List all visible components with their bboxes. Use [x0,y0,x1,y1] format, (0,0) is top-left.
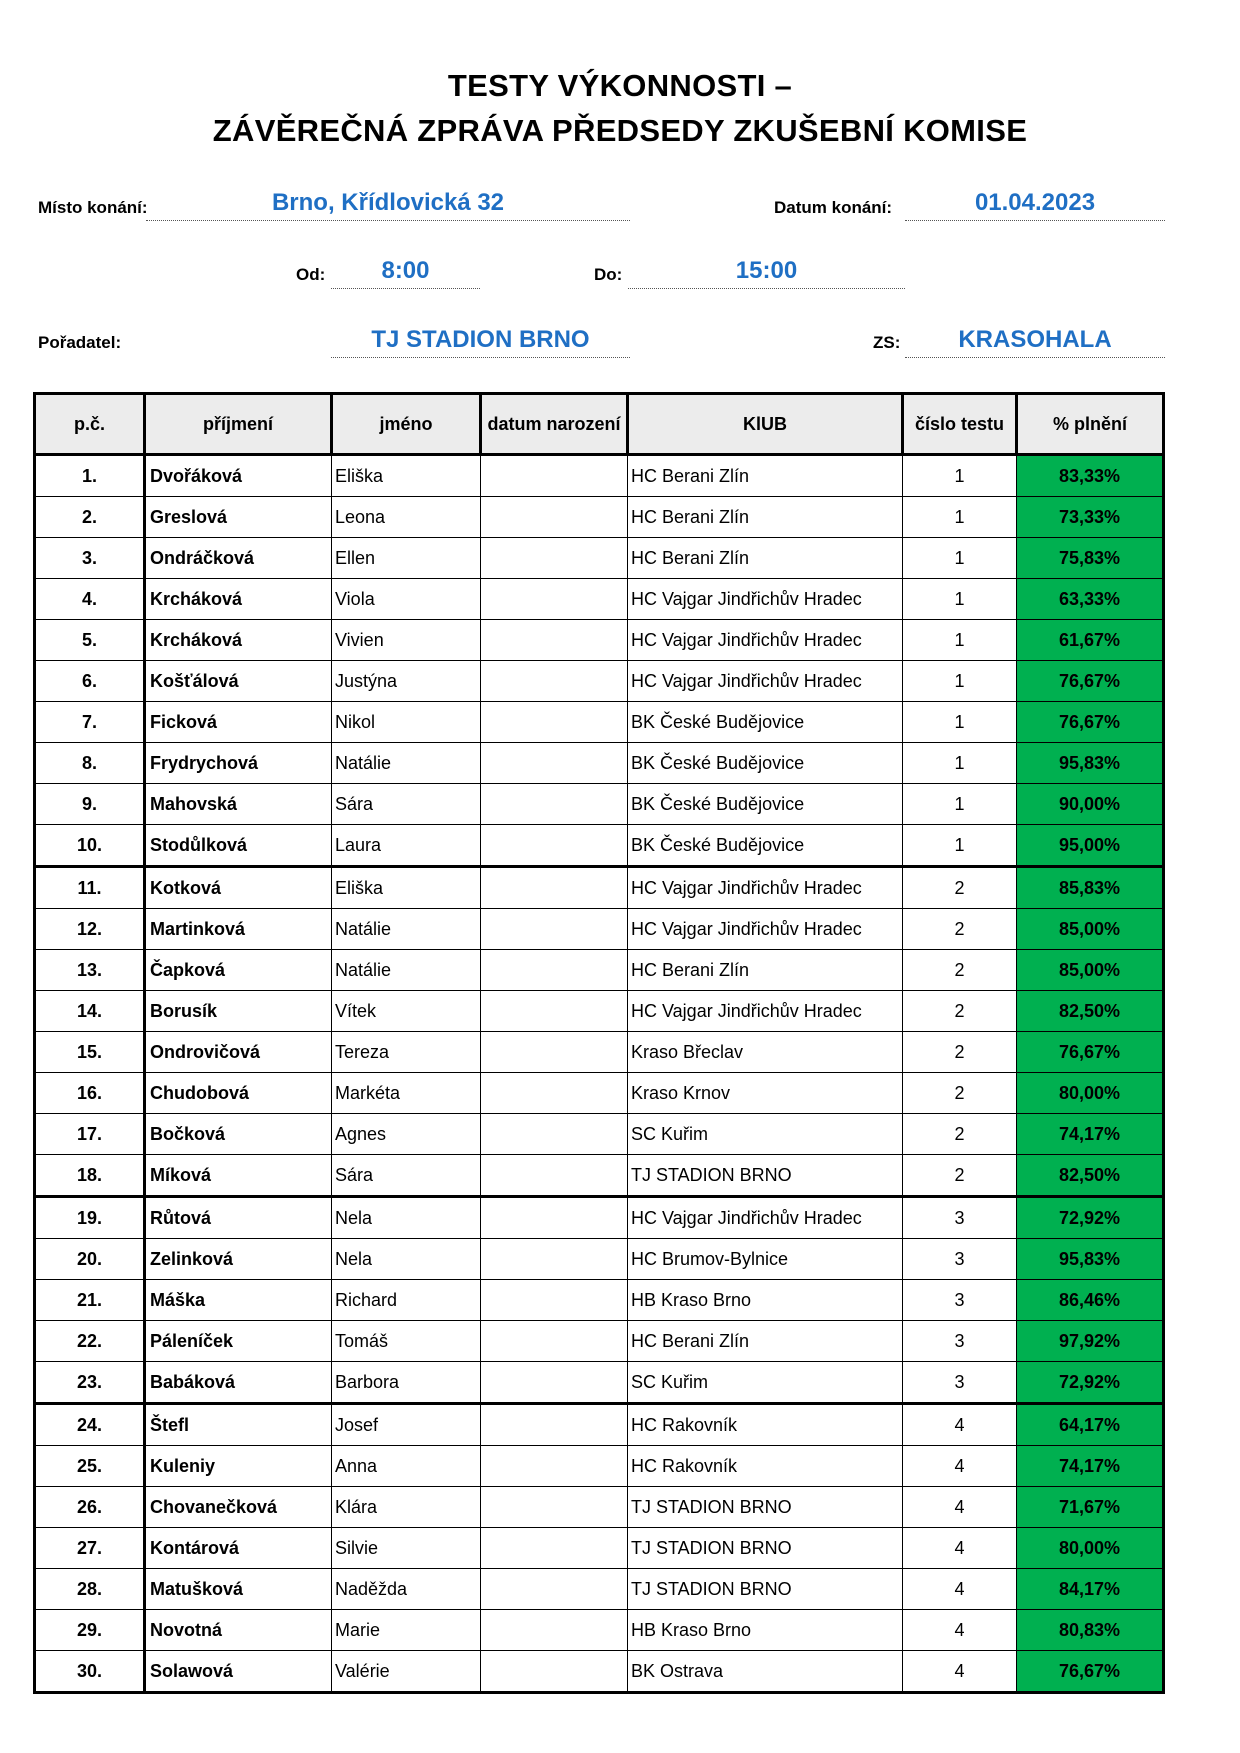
table-row [35,1651,1164,1693]
percent-cell: 71,67% [1017,1487,1164,1528]
row-number: 28. [35,1569,145,1610]
birthdate-cell [481,1239,628,1280]
surname-cell: Chudobová [145,1073,332,1114]
birthdate-cell [481,497,628,538]
test-number-cell: 3 [903,1280,1017,1321]
test-number-cell: 4 [903,1610,1017,1651]
percent-cell: 85,00% [1017,909,1164,950]
row-number: 12. [35,909,145,950]
club-cell: BK Ostrava [628,1651,903,1693]
birthdate-cell [481,620,628,661]
percent-cell: 74,17% [1017,1446,1164,1487]
surname-cell: Ondráčková [145,538,332,579]
table-row [35,867,1164,909]
surname-cell: Krcháková [145,620,332,661]
birthdate-cell [481,1362,628,1404]
firstname-cell: Natálie [332,909,481,950]
surname-cell: Kuleniy [145,1446,332,1487]
surname-cell: Stodůlková [145,825,332,867]
report-title-line1: TESTY VÝKONNOSTI – [447,68,793,103]
surname-cell: Ficková [145,702,332,743]
test-number-cell: 2 [903,1155,1017,1197]
row-number: 26. [35,1487,145,1528]
table-row [35,1362,1164,1404]
row-number: 23. [35,1362,145,1404]
percent-cell: 63,33% [1017,579,1164,620]
birthdate-cell [481,538,628,579]
surname-cell: Matušková [145,1569,332,1610]
firstname-cell: Natálie [332,950,481,991]
birthdate-cell [481,702,628,743]
club-cell: HC Berani Zlín [628,455,903,497]
firstname-cell: Justýna [332,661,481,702]
percent-cell: 90,00% [1017,784,1164,825]
percent-cell: 80,00% [1017,1528,1164,1569]
table-row [35,950,1164,991]
test-number-cell: 2 [903,1073,1017,1114]
percent-cell: 61,67% [1017,620,1164,661]
birthdate-cell [481,1073,628,1114]
zs-label: ZS: [873,333,901,352]
firstname-cell: Tereza [332,1032,481,1073]
test-number-cell: 1 [903,579,1017,620]
firstname-cell: Marie [332,1610,481,1651]
surname-cell: Máška [145,1280,332,1321]
header-birthdate: datum narození [481,394,628,455]
table-row [35,825,1164,867]
organizer-label: Pořadatel: [38,333,122,352]
place-label: Místo konání: [38,198,148,217]
row-number: 15. [35,1032,145,1073]
firstname-cell: Agnes [332,1114,481,1155]
surname-cell: Greslová [145,497,332,538]
club-cell: HC Rakovník [628,1404,903,1446]
birthdate-cell [481,1321,628,1362]
header-firstname: jméno [332,394,481,455]
club-cell: BK České Budějovice [628,825,903,867]
surname-cell: Solawová [145,1651,332,1693]
firstname-cell: Leona [332,497,481,538]
table-row [35,1487,1164,1528]
test-number-cell: 4 [903,1569,1017,1610]
header-pc: p.č. [35,394,145,455]
row-number: 27. [35,1528,145,1569]
test-number-cell: 1 [903,784,1017,825]
organizer-value: TJ STADION BRNO [331,326,630,358]
test-number-cell: 2 [903,1032,1017,1073]
birthdate-cell [481,784,628,825]
firstname-cell: Naděžda [332,1569,481,1610]
club-cell: HC Berani Zlín [628,538,903,579]
birthdate-cell [481,991,628,1032]
birthdate-cell [481,867,628,909]
place-value: Brno, Křídlovická 32 [146,189,630,221]
row-number: 20. [35,1239,145,1280]
test-number-cell: 1 [903,825,1017,867]
row-number: 29. [35,1610,145,1651]
club-cell: HC Vajgar Jindřichův Hradec [628,579,903,620]
club-cell: HB Kraso Brno [628,1280,903,1321]
birthdate-cell [481,1487,628,1528]
row-number: 19. [35,1197,145,1239]
table-row [35,1114,1164,1155]
test-number-cell: 4 [903,1487,1017,1528]
table-row [35,991,1164,1032]
percent-cell: 85,83% [1017,867,1164,909]
club-cell: TJ STADION BRNO [628,1569,903,1610]
birthdate-cell [481,1032,628,1073]
firstname-cell: Nela [332,1239,481,1280]
firstname-cell: Barbora [332,1362,481,1404]
test-number-cell: 2 [903,950,1017,991]
percent-cell: 72,92% [1017,1197,1164,1239]
table-row [35,1528,1164,1569]
table-row [35,702,1164,743]
birthdate-cell [481,1155,628,1197]
percent-cell: 73,33% [1017,497,1164,538]
row-number: 22. [35,1321,145,1362]
table-row [35,455,1164,497]
test-number-cell: 4 [903,1446,1017,1487]
surname-cell: Frydrychová [145,743,332,784]
birthdate-cell [481,1651,628,1693]
firstname-cell: Vítek [332,991,481,1032]
header-club: KlUB [628,394,903,455]
percent-cell: 95,83% [1017,1239,1164,1280]
surname-cell: Kotková [145,867,332,909]
header-percent: % plnění [1017,394,1164,455]
surname-cell: Krcháková [145,579,332,620]
row-number: 25. [35,1446,145,1487]
firstname-cell: Sára [332,1155,481,1197]
test-number-cell: 2 [903,1114,1017,1155]
percent-cell: 76,67% [1017,1032,1164,1073]
test-number-cell: 1 [903,497,1017,538]
table-row [35,497,1164,538]
birthdate-cell [481,661,628,702]
from-label: Od: [296,265,326,284]
surname-cell: Babáková [145,1362,332,1404]
firstname-cell: Markéta [332,1073,481,1114]
test-number-cell: 3 [903,1362,1017,1404]
surname-cell: Čapková [145,950,332,991]
club-cell: HC Brumov-Bylnice [628,1239,903,1280]
birthdate-cell [481,1404,628,1446]
percent-cell: 76,67% [1017,661,1164,702]
firstname-cell: Laura [332,825,481,867]
percent-cell: 82,50% [1017,991,1164,1032]
date-label: Datum konání: [774,198,893,217]
club-cell: TJ STADION BRNO [628,1487,903,1528]
zs-value: KRASOHALA [905,326,1165,358]
percent-cell: 74,17% [1017,1114,1164,1155]
club-cell: Kraso Krnov [628,1073,903,1114]
table-row [35,1610,1164,1651]
firstname-cell: Eliška [332,867,481,909]
test-number-cell: 2 [903,867,1017,909]
table-row [35,1446,1164,1487]
firstname-cell: Valérie [332,1651,481,1693]
table-row [35,1239,1164,1280]
firstname-cell: Nela [332,1197,481,1239]
birthdate-cell [481,743,628,784]
test-number-cell: 2 [903,991,1017,1032]
club-cell: TJ STADION BRNO [628,1155,903,1197]
surname-cell: Páleníček [145,1321,332,1362]
row-number: 16. [35,1073,145,1114]
to-value: 15:00 [628,257,905,289]
club-cell: HC Rakovník [628,1446,903,1487]
row-number: 8. [35,743,145,784]
birthdate-cell [481,1528,628,1569]
table-row [35,579,1164,620]
firstname-cell: Sára [332,784,481,825]
club-cell: HC Vajgar Jindřichův Hradec [628,1197,903,1239]
surname-cell: Ondrovičová [145,1032,332,1073]
row-number: 6. [35,661,145,702]
test-number-cell: 1 [903,702,1017,743]
surname-cell: Borusík [145,991,332,1032]
firstname-cell: Tomáš [332,1321,481,1362]
test-number-cell: 1 [903,661,1017,702]
percent-cell: 76,67% [1017,702,1164,743]
club-cell: SC Kuřim [628,1362,903,1404]
surname-cell: Košťálová [145,661,332,702]
club-cell: HC Vajgar Jindřichův Hradec [628,661,903,702]
row-number: 24. [35,1404,145,1446]
row-number: 18. [35,1155,145,1197]
surname-cell: Dvořáková [145,455,332,497]
surname-cell: Kontárová [145,1528,332,1569]
surname-cell: Štefl [145,1404,332,1446]
row-number: 4. [35,579,145,620]
test-number-cell: 4 [903,1528,1017,1569]
test-number-cell: 3 [903,1321,1017,1362]
birthdate-cell [481,1569,628,1610]
percent-cell: 80,00% [1017,1073,1164,1114]
table-row [35,620,1164,661]
test-number-cell: 1 [903,455,1017,497]
percent-cell: 82,50% [1017,1155,1164,1197]
table-header-row [35,394,1164,455]
birthdate-cell [481,455,628,497]
percent-cell: 86,46% [1017,1280,1164,1321]
birthdate-cell [481,1446,628,1487]
firstname-cell: Eliška [332,455,481,497]
row-number: 10. [35,825,145,867]
club-cell: HB Kraso Brno [628,1610,903,1651]
percent-cell: 72,92% [1017,1362,1164,1404]
club-cell: HC Berani Zlín [628,950,903,991]
surname-cell: Chovanečková [145,1487,332,1528]
club-cell: HC Berani Zlín [628,1321,903,1362]
test-number-cell: 3 [903,1197,1017,1239]
surname-cell: Zelinková [145,1239,332,1280]
percent-cell: 95,00% [1017,825,1164,867]
club-cell: HC Vajgar Jindřichův Hradec [628,867,903,909]
row-number: 14. [35,991,145,1032]
firstname-cell: Vivien [332,620,481,661]
birthdate-cell [481,1114,628,1155]
birthdate-cell [481,950,628,991]
percent-cell: 75,83% [1017,538,1164,579]
birthdate-cell [481,579,628,620]
surname-cell: Bočková [145,1114,332,1155]
row-number: 5. [35,620,145,661]
table-row [35,538,1164,579]
row-number: 1. [35,455,145,497]
percent-cell: 95,83% [1017,743,1164,784]
header-test-number: číslo testu [903,394,1017,455]
report-title-line2: ZÁVĚREČNÁ ZPRÁVA PŘEDSEDY ZKUŠEBNÍ KOMISE [212,113,1028,148]
birthdate-cell [481,1280,628,1321]
percent-cell: 80,83% [1017,1610,1164,1651]
club-cell: SC Kuřim [628,1114,903,1155]
club-cell: BK České Budějovice [628,743,903,784]
table-row [35,661,1164,702]
results-table [33,392,1165,1694]
birthdate-cell [481,909,628,950]
to-label: Do: [594,265,623,284]
percent-cell: 76,67% [1017,1651,1164,1693]
firstname-cell: Klára [332,1487,481,1528]
firstname-cell: Nikol [332,702,481,743]
firstname-cell: Viola [332,579,481,620]
club-cell: HC Vajgar Jindřichův Hradec [628,620,903,661]
club-cell: HC Berani Zlín [628,497,903,538]
surname-cell: Mahovská [145,784,332,825]
club-cell: Kraso Břeclav [628,1032,903,1073]
percent-cell: 85,00% [1017,950,1164,991]
header-surname: příjmení [145,394,332,455]
percent-cell: 83,33% [1017,455,1164,497]
table-row [35,1321,1164,1362]
surname-cell: Novotná [145,1610,332,1651]
firstname-cell: Silvie [332,1528,481,1569]
row-number: 13. [35,950,145,991]
club-cell: BK České Budějovice [628,702,903,743]
percent-cell: 97,92% [1017,1321,1164,1362]
row-number: 2. [35,497,145,538]
test-number-cell: 2 [903,909,1017,950]
birthdate-cell [481,1610,628,1651]
club-cell: TJ STADION BRNO [628,1528,903,1569]
row-number: 11. [35,867,145,909]
test-number-cell: 3 [903,1239,1017,1280]
firstname-cell: Anna [332,1446,481,1487]
table-row [35,909,1164,950]
test-number-cell: 1 [903,743,1017,784]
club-cell: HC Vajgar Jindřichův Hradec [628,909,903,950]
firstname-cell: Richard [332,1280,481,1321]
table-row [35,743,1164,784]
firstname-cell: Josef [332,1404,481,1446]
surname-cell: Růtová [145,1197,332,1239]
row-number: 7. [35,702,145,743]
birthdate-cell [481,1197,628,1239]
percent-cell: 84,17% [1017,1569,1164,1610]
row-number: 9. [35,784,145,825]
firstname-cell: Natálie [332,743,481,784]
row-number: 17. [35,1114,145,1155]
table-row [35,1032,1164,1073]
firstname-cell: Ellen [332,538,481,579]
date-value: 01.04.2023 [905,189,1165,221]
test-number-cell: 4 [903,1651,1017,1693]
table-row [35,1073,1164,1114]
table-row [35,1197,1164,1239]
row-number: 30. [35,1651,145,1693]
table-row [35,1155,1164,1197]
club-cell: BK České Budějovice [628,784,903,825]
surname-cell: Míková [145,1155,332,1197]
table-row [35,784,1164,825]
birthdate-cell [481,825,628,867]
from-value: 8:00 [331,257,480,289]
club-cell: HC Vajgar Jindřichův Hradec [628,991,903,1032]
surname-cell: Martinková [145,909,332,950]
test-number-cell: 4 [903,1404,1017,1446]
row-number: 21. [35,1280,145,1321]
percent-cell: 64,17% [1017,1404,1164,1446]
table-row [35,1280,1164,1321]
row-number: 3. [35,538,145,579]
test-number-cell: 1 [903,538,1017,579]
table-row [35,1569,1164,1610]
table-row [35,1404,1164,1446]
test-number-cell: 1 [903,620,1017,661]
